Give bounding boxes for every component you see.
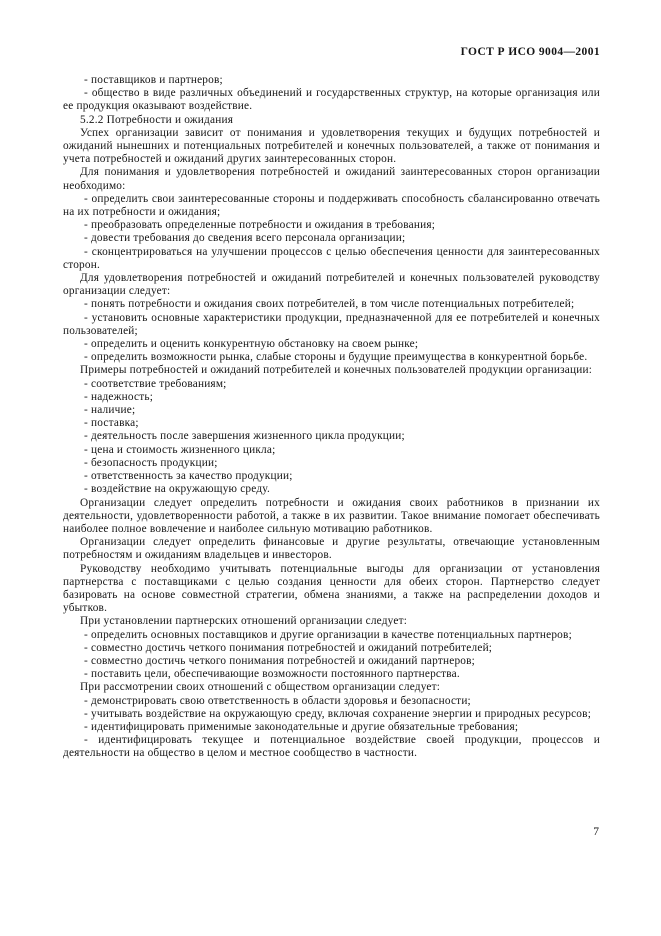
list-item: - общество в виде различных объединений и государственных структур, на которые организация или ее продукция оказывают воздействие. [63,87,600,113]
list-item: - наличие; [84,404,136,417]
list-item: - цена и стоимость жизненного цикла; [84,443,276,456]
list-item: - деятельность после завершения жизненного цикла продукции; [84,430,405,443]
list-item: - сконцентрироваться на улучшении процессов с целью обеспечения ценности для заинтересованных сторон. [63,245,600,271]
paragraph: Для понимания и удовлетворения потребностей и ожиданий заинтересованных сторон организации необходимо: [63,166,600,192]
paragraph: Организации следует определить финансовые и другие результаты, отвечающие установленным потребностям и ожиданиям владельцев и инвесторов. [63,536,600,562]
list-item: - учитывать воздействие на окружающую среду, включая сохранение энергии и природных ресурсов; [84,707,592,720]
list-item: - идентифицировать текущее и потенциальное воздействие своей продукции, процессов и деятельности на общество в целом и местное сообщество в частности. [63,734,600,760]
list-item: - совместно достичь четкого понимания потребностей и ожиданий партнеров; [84,654,476,667]
list-item: - надежность; [84,390,154,403]
list-item: - определить возможности рынка, слабые стороны и будущие преимущества в конкурентной борьбе. [84,351,588,364]
paragraph: При установлении партнерских отношений организации следует: [80,615,408,628]
list-item: - определить свои заинтересованные стороны и поддерживать способность сбалансированно отвечать на их потребности и ожидания; [63,192,600,219]
list-item: - определить и оценить конкурентную обстановку на своем рынке; [84,338,419,351]
list-item: - определить основных поставщиков и другие организации в качестве потенциальных партнеров; [84,628,572,641]
list-item: - понять потребности и ожидания своих потребителей, в том числе потенциальных потребителей; [84,298,575,311]
list-item: - воздействие на окружающую среду. [84,483,271,496]
paragraph: Руководству необходимо учитывать потенциальные выгоды для организации от установления партнерства с поставщиками с целью создания ценности для обеих сторон. Партнерство следует базировать на основе совместной стратегии, обмена знаниями, а также на распределении доходов и убытков. [63,562,600,615]
standard-number-header: ГОСТ Р ИСО 9004—2001 [460,46,600,58]
list-item: - идентифицировать применимые законодательные и другие обязательные требования; [84,720,519,733]
paragraph: Организации следует определить потребности и ожидания своих работников в признании их деятельности, удовлетворенности работой, а также в их развитии. Такое внимание помогает обеспечивать наиболее полное вовлечение и наиболее сильную мотивацию работников. [63,496,600,535]
list-item: - поставка; [84,417,139,430]
list-item: - поставщиков и партнеров; [84,74,223,86]
list-item: - соответствие требованиям; [84,377,227,390]
paragraph: Успех организации зависит от понимания и удовлетворения текущих и будущих потребностей и ожиданий нынешних и потенциальных потребителей и конечных пользователей, а также от понимания и учета потребностей и ожиданий других заинтересованных сторон. [63,126,600,166]
list-item: - ответственность за качество продукции; [84,470,293,483]
list-item: - преобразовать определенные потребности и ожидания в требования; [84,219,436,232]
paragraph: Примеры потребностей и ожиданий потребителей и конечных пользователей продукции организации: [80,364,593,377]
list-item: - поставить цели, обеспечивающие возможности постоянного партнерства. [84,668,460,681]
list-item: - довести требования до сведения всего персонала организации; [84,232,406,245]
paragraph: Для удовлетворения потребностей и ожиданий потребителей и конечных пользователей руководству организации следует: [63,272,600,298]
list-item: - безопасность продукции; [84,456,218,469]
list-item: - установить основные характеристики продукции, предназначенной для ее потребителей и конечных пользователей; [63,311,600,337]
document-body [63,74,600,761]
list-item: - демонстрировать свою ответственность в области здоровья и безопасности; [84,694,471,707]
paragraph: При рассмотрении своих отношений с обществом организации следует: [80,681,441,694]
list-item: - совместно достичь четкого понимания потребностей и ожиданий потребителей; [84,641,493,654]
page-number: 7 [593,826,599,838]
section-heading: 5.2.2 Потребности и ожидания [80,113,234,126]
